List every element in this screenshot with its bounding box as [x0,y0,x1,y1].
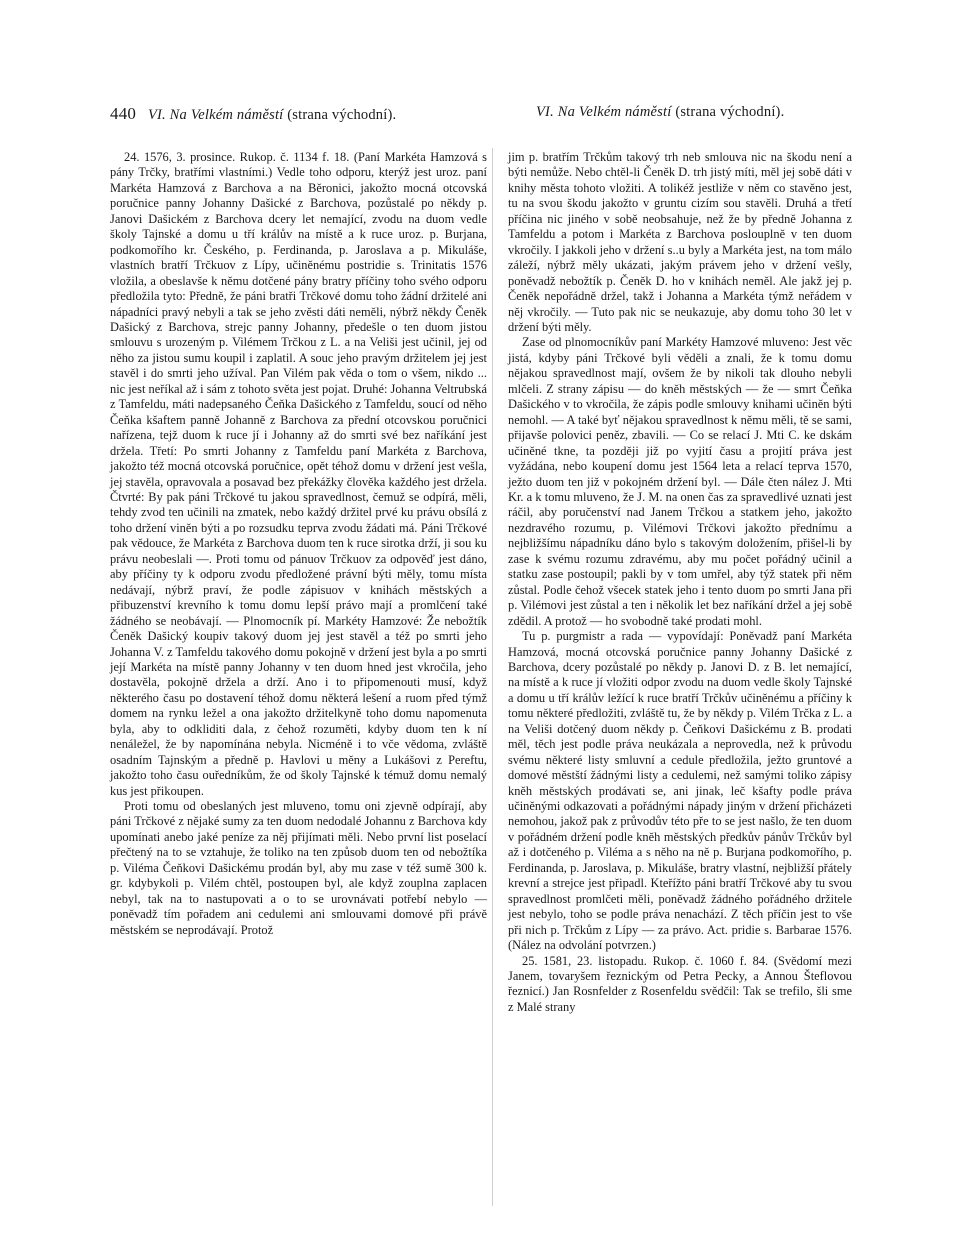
column-divider [492,148,493,1206]
left-header-title: VI. Na Velkém náměstí [147,107,284,123]
page-number: 440 [110,104,137,123]
paragraph: Proti tomu od obeslaných jest mluveno, tomu oni zjevně odpírají, aby páni Trčkové z nějaké sumy za ten duom nedodalé Johannu z Barchova kdy upomínati anebo jaké peníze za něj přijímati měli. Nebo první list poselací přečtený na to se vztahuje, že toliko na ten způsob duom ten od nebožtíka p. Viléma Čeňkovi Dašickému prodán byl, aby mu zase v též sumě 300 k. gr. kdybykoli p. Vilém chtěl, postoupen byl, ale když zouplna zaplacen nebyl, tak na to nastupovati a o to se urovnávati potřebí nebylo — poněvadž tím pořadem ani cedulemi ani smlouvami domové při právě městském se neprodávají. Protož [110,799,487,937]
left-text-column [110,150,487,938]
left-header-subtitle: (strana východní). [287,107,397,123]
paragraph: 25. 1581, 23. listopadu. Rukop. č. 1060 f. 84. (Svědomí mezi Janem, tovaryšem řeznickým od Petra Pecky, a Annou Šteflovou řeznicí.) Jan Rosnfelder z Rosenfeldu svědčil: Tak se trefilo, šli sme z Malé strany [508,953,852,1014]
paragraph: 24. 1576, 3. prosince. Rukop. č. 1134 f. 18. (Paní Markéta Hamzová s pány Trčky, bratřími vlastními.) Vedle toho odporu, kterýž jest uroz. paní Markéta Hamzová z Barchova a na Běronici, jakožto mocná otcovská poručnice panny Johanny Dašické z Barchova, pozůstalé po někdy p. Janovi Dašickém z Barchova dcery let nemající, zvodu na duom vedle školy Tajnské a domu u tří králův na místě a k ruce uroz. p. Burjana, podkomořího kr. Českého, p. Ferdinanda, p. Jaroslava a p. Mikuláše, vlastních bratří Trčkuov z Lípy, učiněnému postridie s. Trinitatis 1576 vložila, a obeslavše k němu dotčené pány bratry příčiny toho svého odporu předložila tyto: Předně, že páni bratři Trčkové domu toho žádní držitelé ani nápadníci pravý nebyli a tak se jeho zvěsti dáti neměli, nýbrž někdy Čeněk Dašický z Barchova, strejc panny Johanny, předešle o ten duom jistou smlouvu s urozeným p. Vilémem Trčkou z L. a na Veliši jest učinil, jej od něho za jistou sumu koupil i zaplatil. A souc jeho pravým držitelem jej jest stavěl i do smrti jeho užíval. Pan Vilém pak věda o tom o všem, nikdo ... nic jest neříkal až i sám z tohoto světa jest pojat. Druhé: Johanna Veltrubská z Tamfeldu, máti nadepsaného Čeňka Dašického z Tamfeldu, soucí od něho Čeňka kšaftem panně Johanně z Barchova za přední otcovskou poručnici nařízena, tejž duom k ruce jí i Johanny až do smrti své bez naříkání jest držela. Třetí: Po smrti Johanny z Tamfeldu paní Markéta z Barchova, jakožto též mocná otcovská poručnice, opět téhož domu v držení jest vešla, jej stavěla, opravovala a posavad bez překážky člověka každého jest držela. Čtvrté: By pak páni Trčkové tu jakou spravedlnost, čemuž se odpírá, měli, tehdy zvod ten učinili na zmatek, nebo každý držitel prvé ku právu obsílá z toho držení viněn býti a po rozsudku teprva zvodu žádati má. Páni Trčkové pak vědouce, že Markéta z Barchova duom ten k ruce sirotka drží, ji sou ku právu neobeslali —. Proti tomu od pánuov Trčkuov za odpověď jest dáno, aby příčiny ty k odporu zvodu předložené právní býti měly, tomu místa nedávají, nýbrž praví, že podle zápisuov v knihách městských a přibuzenství krevního k tomu domu lepší právo mají a promlčení také žádného se neobávají. — Plnomocník pí. Markéty Hamzové: Že nebožtík Čeněk Dašický koupiv takový duom jej jest stavěl a též po smrti jeho Johanna V. z Tamfeldu takového domu pokojně v držení jest byla a po smrti její Markéta na místě panny Johanny v ten duom hned jest vkročila, jeho dostavěla, pokojně držela a drží. Ano i to připomenouti musí, když některého času po dostavení téhož domu některá lešení a ruom před týmž domem na rynku ležel a ona jakožto držitelkyně toho domu napomenuta byla, aby to odkliditi dala, z čehož rozuměti, kdyby duom ten k ní nenáležel, že by napomínána nebyla. Nicméně i to vče vědoma, zvláště osadním Tajnským a předně p. Havlovi u měny a Lukášovi z Pereftu, jakožto toho času ouředníkům, že od školy Tajnské k témuž domu nemalý kus jest přikoupen. [110,150,487,798]
right-header-title: VI. Na Velkém náměstí [536,104,672,120]
paragraph: Zase od plnomocníkův paní Markéty Hamzové mluveno: Jest věc jistá, kdyby páni Trčkové byli věděli a znali, že k tomu domu nějakou spravedlnost mají, ovšem že by nikoli tak dlouho nebyli mlčeli. Z strany zápisu — do kněh městských — že — smrt Čeňka Dašického v to vkročila, že zápis podle smlouvy knihami učiněn býti nemohl. — A také byť nějakou spravedlnost k němu měli, tě se sami, přijavše polovici peněz, zbavili. — Co se relací J. Mti C. ke dskám učiněné tkne, ta později již po vyjití času a projití práva jest vyžádána, nebo koupení domu jest 1564 leta a relací teprva 1570, ježto duom ten již v pokojném držení byl. — Dále čten nález J. Mti Kr. a k tomu mluveno, že J. M. na onen čas za spravedlivé uznati jest ráčil, aby poručenství nad Janem Trčkou a statkem jeho, jakožto nezdravého rozumu, p. Vilémovi Trčkovi jakožto přednímu a nejbližšímu nápadníku dáno bylo s takovým doložením, přišel-li by zase k svému rozumu zdravému, aby mu počet pořádný učinil a statku zase postoupil; pakli by v tom umřel, aby týž statek při něm zůstal. Podle čehož všecek statek jeho i tento duom po smrti Jana při p. Vilémovi jest zůstal a ten i několik let bez naříkání držel a jej sobě zdědil. A protož — ho svobodně také prodati mohl. [508,335,852,628]
left-running-header [110,104,396,124]
right-header-subtitle: (strana východní). [675,104,785,120]
right-running-header [536,104,784,121]
paragraph: Tu p. purgmistr a rada — vypovídají: Poněvadž paní Markéta Hamzová, mocná otcovská poručnice panny Johanny Dašické z Barchova, dcery pozůstalé po někdy p. Janovi D. z B. let nemající, na místě a k ruce jí vložiti odpor zvodu na duom vedle školy Tajnské a domu u tří králův ležící k ruce bratří Trčkův učiněnému a příčiny k tomu některé předložiti, zvláště tu, že by někdy p. Vilém Trčka z L. a na Veliši dotčený duom někdy p. Čeňkovi Dašickému z B. prodati měl, těch jest podle práva neukázala a neprovedla, než k průvodu svému některé listy smluvní a cedule předložila, ježto gruntové a domové městští žádnými listy a cedulemi, než samými toliko zápisy kněh městských prodávati se, ani jinak, leč kšafty podle práva učiněnými odkazovati a pořádnými nápady jiným v držení přicházeti nemohou, jakož pak z průvodův této pře to se jest našlo, že ten duom v pořádném držení podle kněh městských předkův pánův Trčkův byl až i dotčeného p. Viléma a s něho na ně p. Burjana podkomořího, p. Ferdinanda, p. Jaroslava, p. Mikuláše, bratry vlastní, nejbližší přátely krevní a strejce jest připadl. Kteřížto páni bratří Trčkové aby tu svou spravedlnost promlčeti měli, poněvadž žádného pořádného držitele jest nebylo, toho se podle práva nenachází. Z těch příčin jest to vše při nich p. Trčkům z Lípy — za právo. Act. pridie s. Barbarae 1576. (Nález na odvolání potvrzen.) [508,629,852,953]
paragraph: jim p. bratřím Trčkům takový trh neb smlouva nic na škodu není a býti nemůže. Nebo chtěl-li Čeněk D. trh jistý míti, měl jej sobě dáti v knihy města tohoto vložiti. A tolikéž jestliže v něm co stavěno jest, tu na svou škodu jakožto v gruntu cizím sou stavěli. Druhá a třetí příčina nic jiného v sobě neobsahuje, než že by předně Johanna z Tamfeldu a potom i Markéta z Barchova poslouplně v ten duom vkročily. I jakkoli jeho v držení s..u byly a Markéta jest, na tom málo záleží, nýbrž měly ukázati, jakým právem jeho v držení vešly, poněvadž nebožtík p. Čeněk D. ho v knihách neměl. Ale jakž jej p. Čeněk nepořádně držel, takž i Johanna a Markéta týmž neřádem v něj vkročily. — Tuto pak nic se neukazuje, aby domu toho 30 let v držení býti měly. [508,150,852,334]
right-text-column [508,150,852,1015]
